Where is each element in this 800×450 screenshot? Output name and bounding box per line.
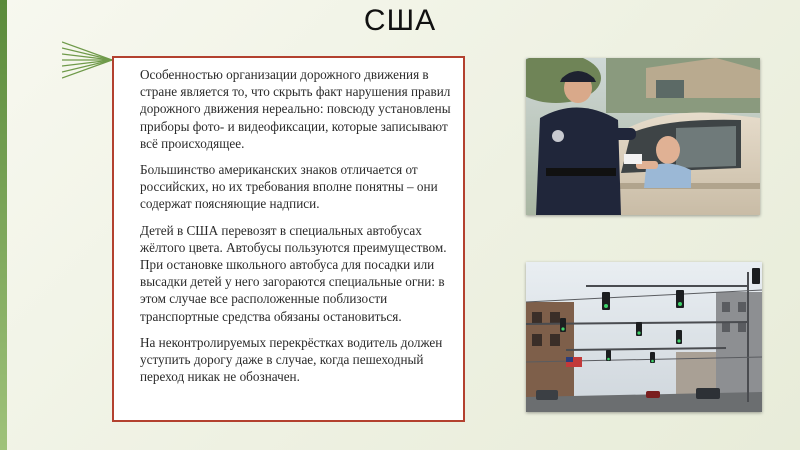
bullet-text: Особенностью организации дорожного движения в стране является то, что скрыть факт нарушения правил дорожного движения нереально: повсюду установлены приборы фото- и видеофиксации, которые записывают всё происходящее. — [140, 67, 451, 151]
bullet-text: На неконтролируемых перекрёстках водитель должен уступить дорогу даже в случае, когда пешеходный переход никак не обозначен. — [140, 334, 443, 385]
decorative-arrow-lines — [62, 30, 117, 90]
traffic-lights-street-photo — [526, 262, 762, 412]
police-officer-and-driver-photo — [526, 58, 760, 215]
slide-title: США — [363, 4, 437, 37]
bullet-item — [122, 66, 455, 152]
text-content-box — [112, 56, 465, 422]
bullet-item — [122, 222, 455, 325]
bullet-item — [122, 161, 455, 213]
bullet-item — [122, 334, 455, 386]
left-accent-bar — [0, 0, 7, 450]
bullet-text: Детей в США перевозят в специальных автобусах жёлтого цвета. Автобусы пользуются преимуществом. При остановке школьного автобуса для посадки или высадки детей у него загораются специальные огни: в этом случае все расположенные поблизости транспортные средства обязаны остановиться. — [140, 222, 447, 324]
bullet-text: Большинство американских знаков отличается от российских, но их требования вполне понятны – они содержат поясняющие надписи. — [140, 162, 438, 212]
